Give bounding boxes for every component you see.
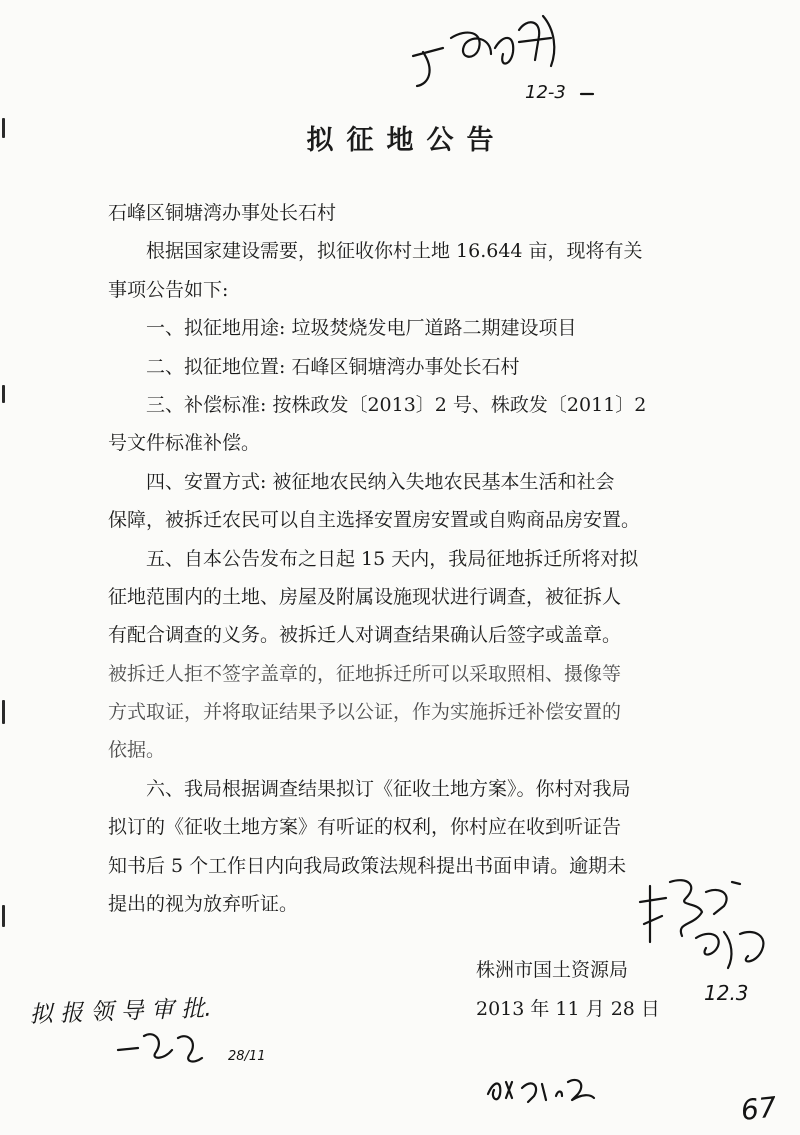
right-signature-date: 12.3: [704, 981, 749, 1005]
body-line: 被拆迁人拒不签字盖章的，征地拆迁所可以采取照相、摄像等: [108, 662, 622, 685]
body-line: 根据国家建设需要，拟征收你村土地 16.644 亩，现将有关: [146, 240, 643, 263]
issue-date: 2013 年 11 月 28 日: [476, 998, 660, 1020]
body-line: 六、我局根据调查结果拟订《征收土地方案》。你村对我局: [146, 777, 631, 800]
body-line: 提出的视为放弃听证。: [108, 893, 299, 916]
addressee: 石峰区铜塘湾办事处长石村: [108, 202, 337, 224]
body-line: 保障，被拆迁农民可以自主选择安置房安置或自购商品房安置。: [108, 509, 641, 532]
left-note-date: 28/11: [228, 1049, 266, 1064]
body-line: 五、自本公告发布之日起 15 天内，我局征地拆迁所将对拟: [146, 547, 639, 570]
body-line: 三、补偿标准: 按株政发〔2013〕2 号、株政发〔2011〕2: [146, 393, 647, 416]
body-line: 四、安置方式: 被征地农民纳入失地农民基本生活和社会: [146, 470, 615, 493]
body-line: 事项公告如下:: [108, 278, 229, 301]
body-line: 有配合调查的义务。被拆迁人对调查结果确认后签字或盖章。: [108, 624, 622, 647]
body-line: 征地范围内的土地、房屋及附属设施现状进行调查，被征拆人: [108, 585, 622, 608]
top-signature-date: 12-3: [525, 82, 566, 103]
body-line: 拟订的《征收土地方案》有听证的权利，你村应在收到听证告: [108, 816, 622, 839]
body-line: 知书后 5 个工作日内向我局政策法规科提出书面申请。逾期未: [108, 854, 627, 877]
page-number: [738, 1080, 788, 1130]
issuer-name: 株洲市国土资源局: [476, 959, 629, 981]
body-line: 二、拟征地位置: 石峰区铜塘湾办事处长石村: [146, 355, 520, 378]
notice-body: [108, 194, 708, 923]
top-signature: [395, 8, 615, 103]
bottom-initials: [482, 1068, 612, 1108]
body-line: 一、拟征地用途: 垃圾焚烧发电厂道路二期建设项目: [146, 317, 577, 340]
right-signature: [636, 872, 786, 1012]
body-line: 方式取证，并将取证结果予以公证，作为实施拆迁补偿安置的: [108, 701, 622, 724]
body-line: 号文件标准补偿。: [108, 432, 261, 455]
binding-mark: [2, 905, 5, 927]
left-approval-note: [22, 980, 282, 1080]
page-number-text: 67: [739, 1090, 779, 1127]
binding-mark: [2, 700, 5, 724]
left-approval-note-text: 拟 报 领 导 审 批.: [29, 995, 212, 1028]
notice-title: 拟征地公告: [306, 125, 507, 156]
body-line: 依据。: [108, 739, 166, 762]
binding-mark: [2, 385, 5, 403]
